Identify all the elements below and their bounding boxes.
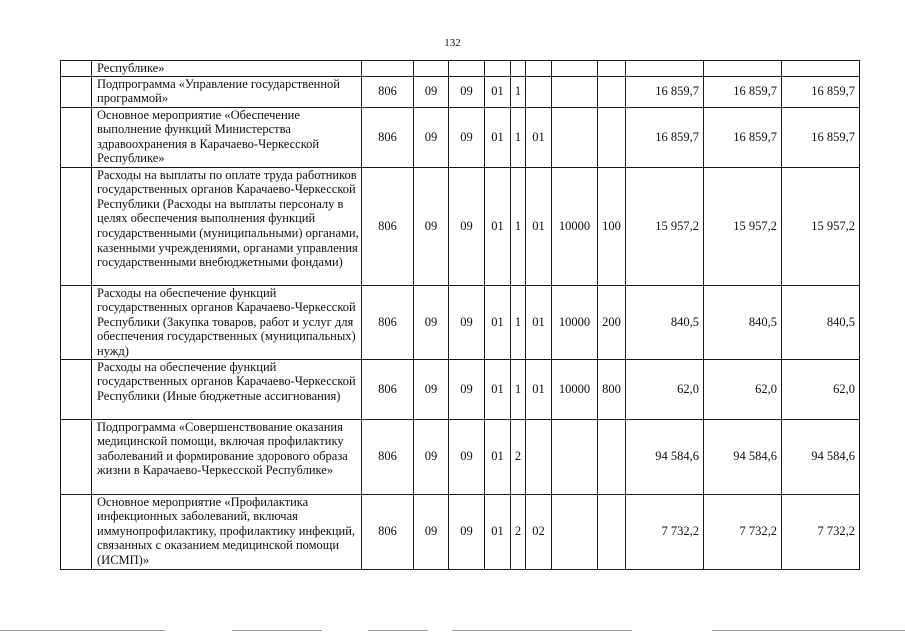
item-name: Подпрограмма «Совершенствование оказания медицинской помощи, включая профилактику заболеваний и формирование здорового образа жизни в Карачаево-Черкесской Республике»	[92, 419, 362, 494]
item-name: Расходы на обеспечение функций государственных органов Карачаево-Черкесской Республики (Закупка товаров, работ и услуг для обеспечения государственных (муниципальных) нужд)	[92, 285, 362, 359]
section-code: 09	[414, 419, 449, 494]
program-code: 01	[485, 76, 511, 107]
direction-code	[552, 107, 598, 167]
table-row	[61, 494, 860, 569]
amount-year-3: 62,0	[782, 359, 860, 419]
ministry-code: 806	[362, 419, 414, 494]
ministry-code: 806	[362, 76, 414, 107]
subsection-code: 09	[449, 107, 485, 167]
amount-year-2	[704, 61, 782, 77]
expense-type-code	[598, 494, 626, 569]
scan-artifact-lines	[0, 630, 905, 634]
item-name: Основное мероприятие «Обеспечение выполнение функций Министерства здравоохранения в Карачаево-Черкесской Республике»	[92, 107, 362, 167]
activity-code	[526, 419, 552, 494]
program-code: 01	[485, 419, 511, 494]
subsection-code: 09	[449, 419, 485, 494]
subsection-code: 09	[449, 76, 485, 107]
program-code: 01	[485, 107, 511, 167]
subprogram-code: 1	[511, 285, 526, 359]
subsection-code: 09	[449, 285, 485, 359]
activity-code: 01	[526, 107, 552, 167]
amount-year-1: 840,5	[626, 285, 704, 359]
direction-code	[552, 61, 598, 77]
program-code: 01	[485, 359, 511, 419]
amount-year-1: 16 859,7	[626, 76, 704, 107]
section-code: 09	[414, 107, 449, 167]
subprogram-code: 1	[511, 76, 526, 107]
amount-year-2: 62,0	[704, 359, 782, 419]
amount-year-3: 94 584,6	[782, 419, 860, 494]
ministry-code: 806	[362, 359, 414, 419]
subsection-code: 09	[449, 167, 485, 285]
item-name: Расходы на обеспечение функций государственных органов Карачаево-Черкесской Республики (Иные бюджетные ассигнования)	[92, 359, 362, 419]
table-row	[61, 419, 860, 494]
expense-type-code	[598, 61, 626, 77]
section-code: 09	[414, 359, 449, 419]
amount-year-3: 840,5	[782, 285, 860, 359]
ministry-code: 806	[362, 107, 414, 167]
amount-year-1: 15 957,2	[626, 167, 704, 285]
subsection-code	[449, 61, 485, 77]
amount-year-3: 15 957,2	[782, 167, 860, 285]
budget-table	[60, 60, 860, 570]
subprogram-code: 2	[511, 419, 526, 494]
activity-code	[526, 76, 552, 107]
table-row	[61, 76, 860, 107]
expense-type-code: 800	[598, 359, 626, 419]
blank-cell	[61, 285, 92, 359]
amount-year-1: 62,0	[626, 359, 704, 419]
activity-code	[526, 61, 552, 77]
blank-cell	[61, 167, 92, 285]
table-row	[61, 107, 860, 167]
activity-code: 01	[526, 359, 552, 419]
amount-year-3	[782, 61, 860, 77]
activity-code: 02	[526, 494, 552, 569]
direction-code: 10000	[552, 359, 598, 419]
subprogram-code: 1	[511, 359, 526, 419]
program-code: 01	[485, 167, 511, 285]
subprogram-code	[511, 61, 526, 77]
expense-type-code	[598, 107, 626, 167]
table-row	[61, 285, 860, 359]
table-row	[61, 167, 860, 285]
subsection-code: 09	[449, 359, 485, 419]
direction-code	[552, 494, 598, 569]
blank-cell	[61, 61, 92, 77]
amount-year-2: 7 732,2	[704, 494, 782, 569]
amount-year-2: 16 859,7	[704, 107, 782, 167]
ministry-code: 806	[362, 494, 414, 569]
section-code: 09	[414, 167, 449, 285]
amount-year-3: 16 859,7	[782, 107, 860, 167]
blank-cell	[61, 107, 92, 167]
blank-cell	[61, 419, 92, 494]
table-body	[61, 61, 860, 570]
amount-year-3: 16 859,7	[782, 76, 860, 107]
amount-year-1: 7 732,2	[626, 494, 704, 569]
page-number: 132	[444, 37, 461, 49]
section-code: 09	[414, 76, 449, 107]
subprogram-code: 1	[511, 167, 526, 285]
blank-cell	[61, 76, 92, 107]
amount-year-2: 16 859,7	[704, 76, 782, 107]
activity-code: 01	[526, 285, 552, 359]
blank-cell	[61, 494, 92, 569]
table-row	[61, 61, 860, 77]
amount-year-1: 94 584,6	[626, 419, 704, 494]
direction-code: 10000	[552, 285, 598, 359]
section-code	[414, 61, 449, 77]
ministry-code	[362, 61, 414, 77]
amount-year-1	[626, 61, 704, 77]
amount-year-2: 94 584,6	[704, 419, 782, 494]
item-name: Подпрограмма «Управление государственной программой»	[92, 76, 362, 107]
subprogram-code: 2	[511, 494, 526, 569]
direction-code	[552, 76, 598, 107]
item-name: Расходы на выплаты по оплате труда работников государственных органов Карачаево-Черкесской Республики (Расходы на выплаты персоналу в целях обеспечения выполнения функций государственными (муниципальными) органами, казенными учреждениями, органами управления государственными внебюджетными фондами)	[92, 167, 362, 285]
expense-type-code: 100	[598, 167, 626, 285]
amount-year-2: 840,5	[704, 285, 782, 359]
activity-code: 01	[526, 167, 552, 285]
section-code: 09	[414, 285, 449, 359]
ministry-code: 806	[362, 167, 414, 285]
amount-year-1: 16 859,7	[626, 107, 704, 167]
subsection-code: 09	[449, 494, 485, 569]
item-name: Республике»	[92, 61, 362, 77]
amount-year-3: 7 732,2	[782, 494, 860, 569]
expense-type-code	[598, 76, 626, 107]
table-row	[61, 359, 860, 419]
program-code: 01	[485, 285, 511, 359]
program-code: 01	[485, 494, 511, 569]
amount-year-2: 15 957,2	[704, 167, 782, 285]
blank-cell	[61, 359, 92, 419]
direction-code: 10000	[552, 167, 598, 285]
section-code: 09	[414, 494, 449, 569]
subprogram-code: 1	[511, 107, 526, 167]
expense-type-code: 200	[598, 285, 626, 359]
expense-type-code	[598, 419, 626, 494]
program-code	[485, 61, 511, 77]
item-name: Основное мероприятие «Профилактика инфекционных заболеваний, включая иммунопрофилактику, профилактику инфекций, связанных с оказанием медицинской помощи (ИСМП)»	[92, 494, 362, 569]
direction-code	[552, 419, 598, 494]
ministry-code: 806	[362, 285, 414, 359]
